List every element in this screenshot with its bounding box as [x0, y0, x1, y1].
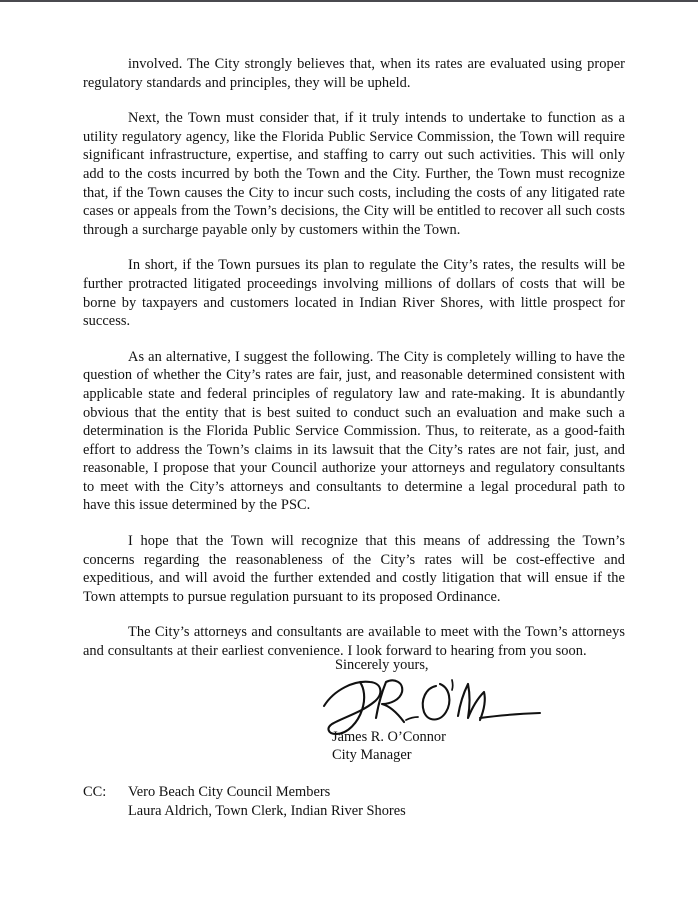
signer-name: James R. O’Connor	[332, 729, 446, 745]
cc-recipient: Vero Beach City Council Members	[128, 784, 331, 800]
body-paragraph: In short, if the Town pursues its plan to regulate the City’s rates, the results will be further protracted litigated proceedings involving millions of dollars of costs that will be borne by taxpayers and customers located in Indian River Shores, with little prospect for success.	[83, 257, 625, 330]
body-paragraph: I hope that the Town will recognize that this means of addressing the Town’s concerns regarding the reasonableness of the City’s rates will be cost-effective and expeditious, and will avoid the further extended and costly litigation that will ensue if the Town attempts to pursue regulation pursuant to its proposed Ordinance.	[83, 533, 625, 605]
cc-recipient-list	[128, 783, 563, 820]
letter-body	[83, 55, 625, 661]
signer-title: City Manager	[332, 747, 412, 764]
scan-edge-top	[0, 0, 698, 2]
body-paragraph: As an alternative, I suggest the following. The City is completely willing to have the question of whether the City’s rates are fair, just, and reasonable determined consistent with applicable state and federal principles of regulatory law and rate-making. It is abundantly obvious that the entity that is best suited to conduct such an evaluation and make such a determination is the Florida Public Service Commission. Thus, to reiterate, as a good-faith effort to address the Town’s claims in its lawsuit that the City’s rates are not fair, just, and reasonable, I propose that your Council authorize your attorneys and regulatory consultants to meet with the City’s attorneys and consultants to determine a legal procedural path to have this issue determined by the PSC.	[83, 348, 625, 514]
cc-recipient: Laura Aldrich, Town Clerk, Indian River Shores	[128, 802, 406, 819]
body-paragraph: involved. The City strongly believes that, when its rates are evaluated using proper regulatory standards and principles, they will be upheld.	[83, 56, 625, 91]
signer-block	[332, 728, 612, 765]
body-paragraph: The City’s attorneys and consultants are available to meet with the Town’s attorneys and consultants at their earliest convenience. I look forward to hearing from you soon.	[83, 624, 625, 660]
closing-block	[335, 656, 625, 675]
closing-salutation: Sincerely yours,	[335, 657, 429, 673]
cc-block	[83, 783, 563, 820]
body-paragraph: Next, the Town must consider that, if it truly intends to undertake to function as a utility regulatory agency, like the Florida Public Service Commission, the Town will require significant infrastructure, expertise, and staffing to carry out such activities. This will only add to the costs incurred by both the Town and the City. Further, the Town must recognize that, if the Town causes the City to incur such costs, including the costs of any litigated rate cases or appeals from the Town’s decisions, the City will be entitled to recover all such costs through a surcharge payable only by customers within the Town.	[83, 110, 625, 238]
cc-label: CC:	[83, 784, 107, 800]
